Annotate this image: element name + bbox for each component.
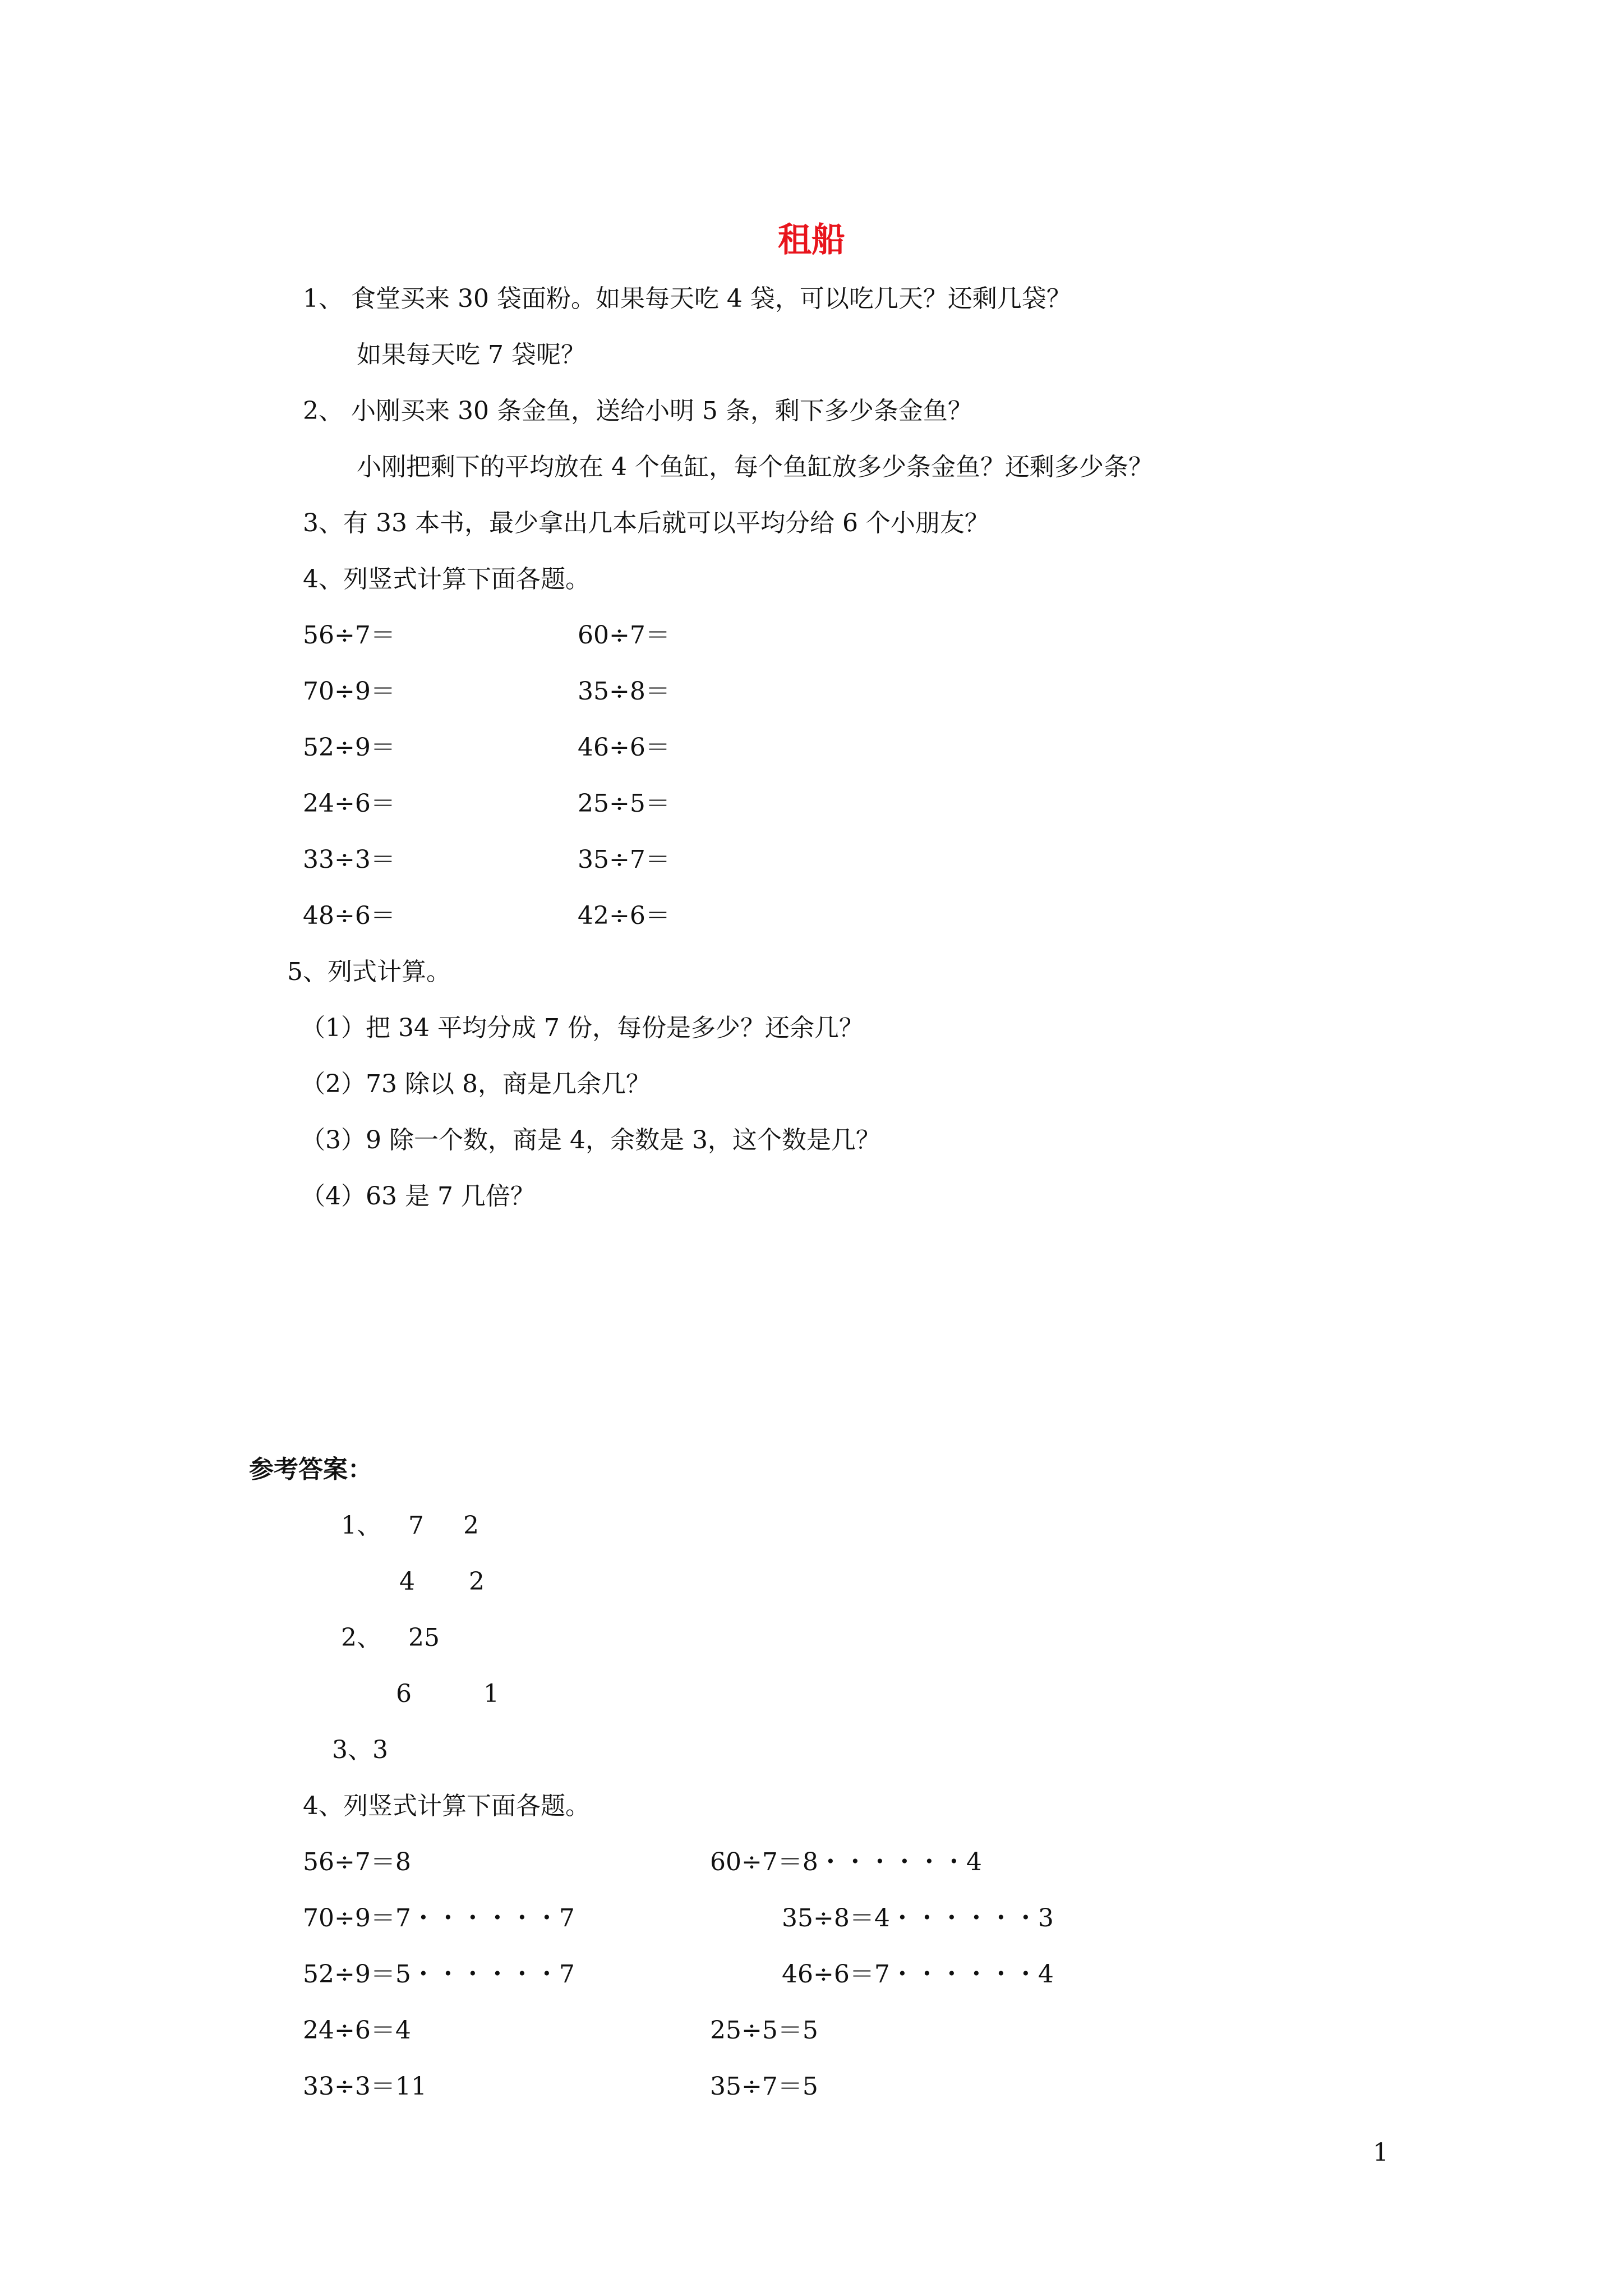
answer-4-right: 46÷6＝7・・・・・・4 — [782, 1960, 1054, 1989]
q5-item: （2）73 除以 8，商是几余几？ — [301, 1070, 651, 1098]
answer-2-value: 6 — [396, 1680, 412, 1708]
q5-item: （1）把 34 平均分成 7 份，每份是多少？还余几？ — [301, 1014, 864, 1042]
question-1-line-1: 1、 食堂买来 30 袋面粉。如果每天吃 4 袋，可以吃几天？还剩几袋？ — [303, 284, 1071, 313]
question-2-line-2: 小刚把剩下的平均放在 4 个鱼缸，每个鱼缸放多少条金鱼？还剩多少条？ — [357, 453, 1153, 481]
q4-left-item: 56÷7＝ — [303, 621, 395, 650]
answer-2-value: 25 — [408, 1623, 440, 1652]
answer-1-label: 1、 — [341, 1511, 381, 1540]
answer-1-value: 2 — [463, 1511, 479, 1540]
answer-4-heading: 4、列竖式计算下面各题。 — [303, 1792, 590, 1820]
q4-right-item: 35÷8＝ — [578, 677, 670, 706]
page-number: 1 — [1373, 2138, 1389, 2167]
question-5: 5、列式计算。 — [287, 958, 451, 986]
answer-1-value: 4 — [399, 1567, 415, 1596]
question-3: 3、有 33 本书，最少拿出几本后就可以平均分给 6 个小朋友？ — [303, 509, 989, 537]
question-1-line-2: 如果每天吃 7 袋呢？ — [357, 341, 585, 369]
answer-2-label: 2、 — [341, 1623, 381, 1652]
answer-4-left: 70÷9＝7・・・・・・7 — [303, 1904, 575, 1932]
answer-2-value: 1 — [483, 1680, 499, 1708]
answer-1-value: 7 — [408, 1511, 424, 1540]
q5-item: （4）63 是 7 几倍？ — [301, 1182, 535, 1211]
q4-left-item: 52÷9＝ — [303, 733, 395, 762]
q4-right-item: 60÷7＝ — [578, 621, 670, 650]
answers-heading: 参考答案： — [249, 1455, 372, 1484]
answer-4-right: 35÷8＝4・・・・・・3 — [782, 1904, 1054, 1932]
question-2-line-1: 2、 小刚买来 30 条金鱼，送给小明 5 条，剩下多少条金鱼？ — [303, 397, 972, 425]
answer-4-left: 24÷6＝4 — [303, 2016, 411, 2045]
answer-3: 3、3 — [332, 1736, 388, 1764]
answer-4-left: 52÷9＝5・・・・・・7 — [303, 1960, 575, 1989]
q4-right-item: 35÷7＝ — [578, 845, 670, 874]
q4-left-item: 33÷3＝ — [303, 845, 395, 874]
answer-4-left: 33÷3＝11 — [303, 2072, 427, 2101]
answer-4-left: 56÷7＝8 — [303, 1848, 411, 1876]
q4-left-item: 24÷6＝ — [303, 789, 395, 818]
question-4: 4、列竖式计算下面各题。 — [303, 565, 590, 593]
q5-item: （3）9 除一个数，商是 4，余数是 3，这个数是几？ — [301, 1126, 880, 1154]
q4-right-item: 42÷6＝ — [578, 901, 670, 930]
answer-1-value: 2 — [469, 1567, 485, 1596]
page-title: 租船 — [778, 220, 845, 260]
q4-left-item: 70÷9＝ — [303, 677, 395, 706]
answer-4-right: 60÷7＝8・・・・・・4 — [710, 1848, 982, 1876]
answer-4-right: 35÷7＝5 — [710, 2072, 818, 2101]
q4-right-item: 25÷5＝ — [578, 789, 670, 818]
answer-4-right: 25÷5＝5 — [710, 2016, 818, 2045]
q4-left-item: 48÷6＝ — [303, 901, 395, 930]
q4-right-item: 46÷6＝ — [578, 733, 670, 762]
